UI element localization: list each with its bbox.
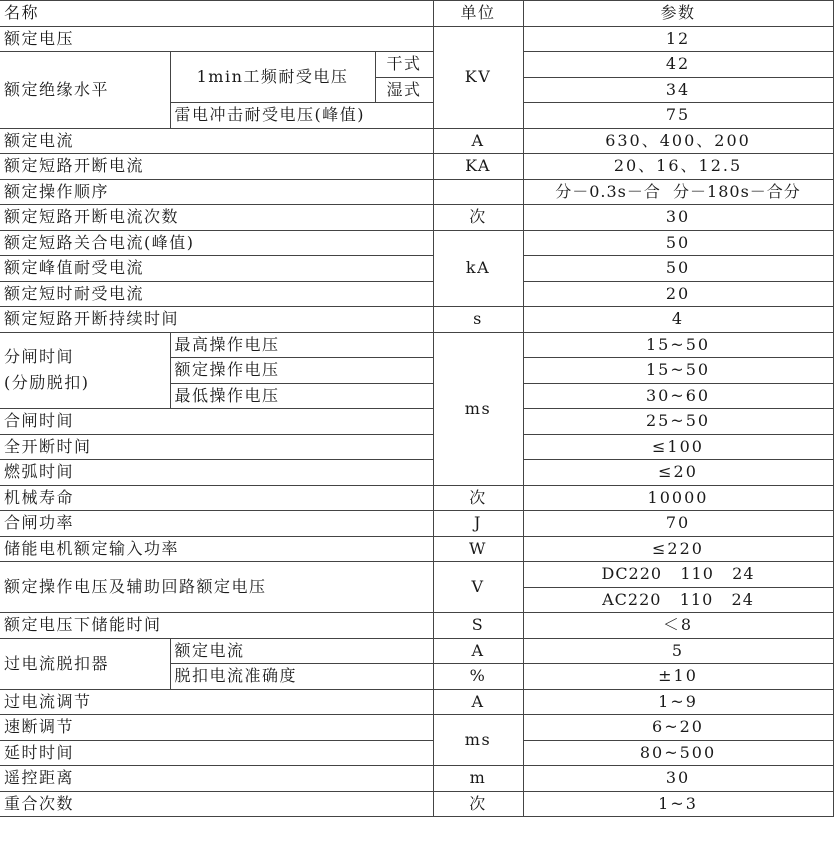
row-value: ≤100 bbox=[523, 434, 833, 460]
row-name: 全开断时间 bbox=[0, 434, 433, 460]
table-row bbox=[0, 740, 833, 766]
row-value: 20、16、12.5 bbox=[523, 154, 833, 180]
row-value: 50 bbox=[523, 230, 833, 256]
table-row bbox=[0, 230, 833, 256]
row-value: 15~50 bbox=[523, 332, 833, 358]
table-row bbox=[0, 409, 833, 435]
row-name: 额定短路开断持续时间 bbox=[0, 307, 433, 333]
table-row bbox=[0, 536, 833, 562]
row-name: 额定电压 bbox=[0, 26, 433, 52]
row-unit: ms bbox=[433, 332, 523, 485]
row-unit: 次 bbox=[433, 791, 523, 817]
row-value: 12 bbox=[523, 26, 833, 52]
table-row bbox=[0, 511, 833, 537]
row-subname: 脱扣电流准确度 bbox=[170, 664, 433, 690]
table-row bbox=[0, 715, 833, 741]
table-row bbox=[0, 307, 833, 333]
row-name: 合闸功率 bbox=[0, 511, 433, 537]
table-row bbox=[0, 205, 833, 231]
row-name: 延时时间 bbox=[0, 740, 433, 766]
row-name: 额定操作顺序 bbox=[0, 179, 433, 205]
table-row bbox=[0, 52, 833, 78]
table-row bbox=[0, 434, 833, 460]
row-unit: A bbox=[433, 128, 523, 154]
row-name: 额定电流 bbox=[0, 128, 433, 154]
row-value: 1~3 bbox=[523, 791, 833, 817]
table-row bbox=[0, 613, 833, 639]
row-name: 额定短路开断电流 bbox=[0, 154, 433, 180]
table-row bbox=[0, 460, 833, 486]
row-value: 80~500 bbox=[523, 740, 833, 766]
row-value: AC220 110 24 bbox=[523, 587, 833, 613]
row-value: ±10 bbox=[523, 664, 833, 690]
row-value: 42 bbox=[523, 52, 833, 78]
row-subname: 干式 bbox=[375, 52, 433, 78]
row-name-line: 分闸时间 bbox=[4, 347, 75, 367]
row-name: 额定短路关合电流(峰值) bbox=[0, 230, 433, 256]
row-value: 25~50 bbox=[523, 409, 833, 435]
row-value: 630、400、200 bbox=[523, 128, 833, 154]
row-value: 70 bbox=[523, 511, 833, 537]
row-name: 重合次数 bbox=[0, 791, 433, 817]
row-unit: m bbox=[433, 766, 523, 792]
header-name: 名称 bbox=[0, 1, 433, 27]
row-value: 1~9 bbox=[523, 689, 833, 715]
row-name: 额定峰值耐受电流 bbox=[0, 256, 433, 282]
table-row bbox=[0, 766, 833, 792]
row-unit: V bbox=[433, 562, 523, 613]
row-value: 6~20 bbox=[523, 715, 833, 741]
row-value: 75 bbox=[523, 103, 833, 129]
table-row bbox=[0, 256, 833, 282]
row-name: 机械寿命 bbox=[0, 485, 433, 511]
row-name: 速断调节 bbox=[0, 715, 433, 741]
row-subname: 雷电冲击耐受电压(峰值) bbox=[170, 103, 433, 129]
row-name: 额定短路开断电流次数 bbox=[0, 205, 433, 231]
row-unit: 次 bbox=[433, 485, 523, 511]
row-unit: ms bbox=[433, 715, 523, 766]
table-row bbox=[0, 26, 833, 52]
row-unit: KA bbox=[433, 154, 523, 180]
row-value: 50 bbox=[523, 256, 833, 282]
row-name bbox=[0, 332, 170, 409]
table-row bbox=[0, 179, 833, 205]
row-value: 34 bbox=[523, 77, 833, 103]
row-name: 过电流调节 bbox=[0, 689, 433, 715]
row-unit: W bbox=[433, 536, 523, 562]
row-unit: 次 bbox=[433, 205, 523, 231]
row-name: 储能电机额定输入功率 bbox=[0, 536, 433, 562]
row-subname: 1min工频耐受电压 bbox=[170, 52, 375, 103]
row-name: 额定电压下储能时间 bbox=[0, 613, 433, 639]
row-value: ≤220 bbox=[523, 536, 833, 562]
row-unit: KV bbox=[433, 26, 523, 128]
row-name: 额定短时耐受电流 bbox=[0, 281, 433, 307]
row-name-line: (分励脱扣) bbox=[4, 373, 90, 393]
row-unit: A bbox=[433, 689, 523, 715]
row-name: 额定操作电压及辅助回路额定电压 bbox=[0, 562, 433, 613]
table-row bbox=[0, 638, 833, 664]
row-unit: s bbox=[433, 307, 523, 333]
row-name: 遥控距离 bbox=[0, 766, 433, 792]
row-subname: 额定操作电压 bbox=[170, 358, 433, 384]
row-value: 30 bbox=[523, 766, 833, 792]
row-value: 20 bbox=[523, 281, 833, 307]
row-unit: kA bbox=[433, 230, 523, 307]
row-value: 30 bbox=[523, 205, 833, 231]
row-unit bbox=[433, 179, 523, 205]
table-row bbox=[0, 689, 833, 715]
row-unit: % bbox=[433, 664, 523, 690]
row-value: 15~50 bbox=[523, 358, 833, 384]
row-subname: 额定电流 bbox=[170, 638, 433, 664]
row-value: 5 bbox=[523, 638, 833, 664]
row-unit: S bbox=[433, 613, 523, 639]
header-param: 参数 bbox=[523, 1, 833, 27]
header-row bbox=[0, 1, 833, 27]
row-subname: 湿式 bbox=[375, 77, 433, 103]
row-value: DC220 110 24 bbox=[523, 562, 833, 588]
row-value: 分－0.3s－合 分－180s－合分 bbox=[523, 179, 833, 205]
row-name: 过电流脱扣器 bbox=[0, 638, 170, 689]
header-unit: 单位 bbox=[433, 1, 523, 27]
table-row bbox=[0, 791, 833, 817]
row-value: ≤20 bbox=[523, 460, 833, 486]
row-value: ＜8 bbox=[523, 613, 833, 639]
row-subname: 最高操作电压 bbox=[170, 332, 433, 358]
row-name: 燃弧时间 bbox=[0, 460, 433, 486]
row-value: 4 bbox=[523, 307, 833, 333]
table-row bbox=[0, 281, 833, 307]
row-value: 10000 bbox=[523, 485, 833, 511]
table-row bbox=[0, 128, 833, 154]
row-subname: 最低操作电压 bbox=[170, 383, 433, 409]
table-row bbox=[0, 154, 833, 180]
table-row bbox=[0, 485, 833, 511]
row-name: 额定绝缘水平 bbox=[0, 52, 170, 129]
row-unit: J bbox=[433, 511, 523, 537]
row-unit: A bbox=[433, 638, 523, 664]
row-value: 30~60 bbox=[523, 383, 833, 409]
table-row bbox=[0, 562, 833, 588]
row-name: 合闸时间 bbox=[0, 409, 433, 435]
table-row bbox=[0, 332, 833, 358]
